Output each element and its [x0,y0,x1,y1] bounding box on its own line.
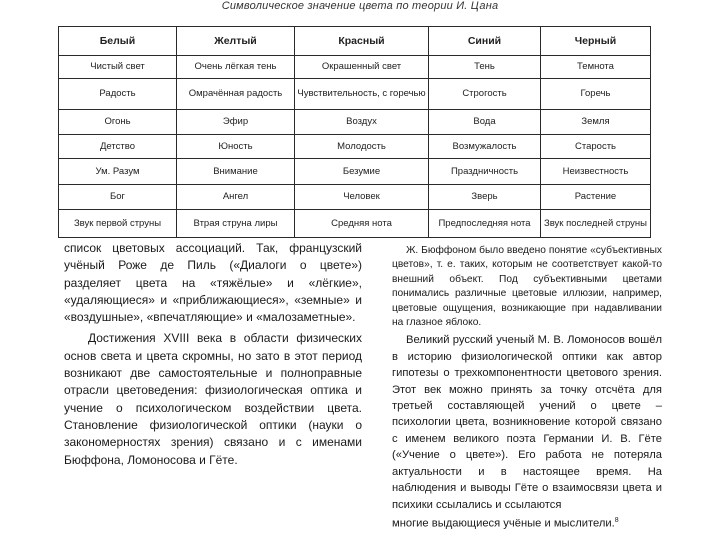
table-caption: Символическое значение цвета по теории И. Цана [221,0,499,12]
table-row [59,79,651,110]
right-text-column [392,244,662,532]
table-cell: Возмужалость [429,135,541,159]
table-header-cell: Белый [59,27,177,56]
table-row [59,110,651,135]
table-cell: Звук первой струны [59,210,177,238]
table-row [59,56,651,79]
table-row [59,135,651,159]
paragraph: Ж. Бюффоном было введено понятие «субъективных цветов», т. е. таких, которым не соответствует какой-то внешний объект. Под субъективными цветами понимались различные цветовые иллюзии, например, цветовые ощущения, возникающие при надавливании на глазное яблоко. [392,245,662,329]
table-cell: Праздничность [429,159,541,185]
table-cell: Темнота [541,56,651,79]
table-cell: Чистый свет [59,56,177,79]
table-cell: Строгость [429,79,541,110]
paragraph: Достижения XVIII века в области физических основ света и цвета скромны, но зато в этот период возникают две самостоятельные и полноправные отрасли цветоведения: физиологическая оптика и учение о психологическом воздействии цвета. Становление физиологической оптики (науки о закономерностях зрения) связано и с именами Бюффона, Ломоносова и Гёте. [64,331,362,467]
table-cell: Радость [59,79,177,110]
table-cell: Чувствительность, с горечью [295,79,429,110]
table-cell: Очень лёгкая тень [177,56,295,79]
table-row [59,210,651,238]
table-row [59,159,651,185]
table-cell: Звук последней струны [541,210,651,238]
table-cell: Человек [295,185,429,210]
table-cell: Ангел [177,185,295,210]
table-cell: Земля [541,110,651,135]
color-symbolism-table [58,26,651,238]
table-row [59,185,651,210]
table-cell: Юность [177,135,295,159]
table-cell: Вода [429,110,541,135]
table-cell: Втрая струна лиры [177,210,295,238]
table-cell: Ум. Разум [59,159,177,185]
table-cell: Эфир [177,110,295,135]
paragraph-ending [392,513,662,532]
footnote-marker[interactable]: 8 [614,516,619,524]
table-cell: Молодость [295,135,429,159]
table-header-cell: Желтый [177,27,295,56]
table-cell: Воздух [295,110,429,135]
table-cell: Горечь [541,79,651,110]
table-cell: Бог [59,185,177,210]
table-cell: Огонь [59,110,177,135]
paragraph-ending-text: многие выдающиеся учёные и мыслители. [392,517,615,530]
table-cell: Тень [429,56,541,79]
table-header-cell: Черный [541,27,651,56]
table-cell: Предпоследняя нота [429,210,541,238]
table-cell: Неизвестность [541,159,651,185]
table-header-row [59,27,651,56]
table-cell: Детство [59,135,177,159]
table-cell: Средняя нота [295,210,429,238]
table-cell: Зверь [429,185,541,210]
left-text-column [64,240,362,469]
paragraph: Великий русский ученый М. В. Ломоносов вошёл в историю физиологической оптики как автор гипотезы о трехкомпонентности цветового зрения. Этот век можно принять за точку отсчёта для третьей составляющей учений о цвете – психологии цвета, возникновение которой связано с именем великого поэта Германии И. В. Гёте («Учение о цвете»). Его работа не потеряла актуальности и в настоящее время. На наблюдения и выводы Гёте о взаимосвязи цвета и психики ссылались и ссылаются [392,334,662,511]
table-header-cell: Синий [429,27,541,56]
table-cell: Безумие [295,159,429,185]
table-cell: Окрашенный свет [295,56,429,79]
paragraph: список цветовых ассоциаций. Так, французский учёный Роже де Пиль («Диалоги о цвете») разделяет цвета на «тяжёлые» и «лёгкие», «удаляющиеся» и «приближающиеся», «земные» и «воздушные», «впечатляющие» и «малозаметные». [64,241,362,325]
table-cell: Старость [541,135,651,159]
table-cell: Растение [541,185,651,210]
table-cell: Внимание [177,159,295,185]
table-cell: Омрачённая радость [177,79,295,110]
table-header-cell: Красный [295,27,429,56]
